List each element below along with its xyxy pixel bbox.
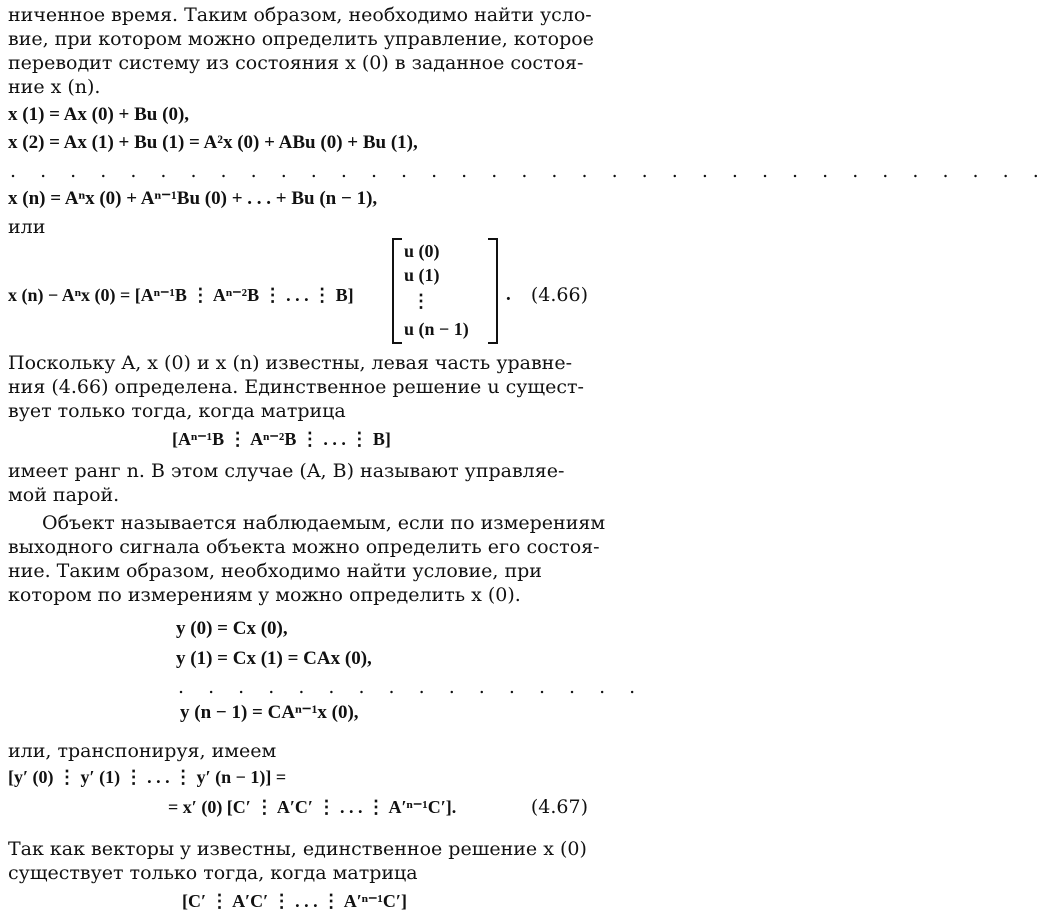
vector-un-1: u (n − 1) [404,319,469,339]
para4-line-1: Объект называется наблюдаемым, если по измерениям [42,512,606,534]
para4-line-3: ние. Таким образом, необходимо найти условие, при [8,560,542,582]
equation-number-4-66: (4.66) [530,284,588,306]
para3-line-1: имеет ранг n. В этом случае (A, B) называют управляе- [8,460,565,482]
observation-yn-1: y (n − 1) = CAⁿ⁻¹x (0), [180,702,359,723]
equation-4-66-lhs: x (n) − Aⁿx (0) = [Aⁿ⁻¹B ⋮ Aⁿ⁻²B ⋮ . . . ⋮ B] [8,285,354,305]
para2-line-1: Поскольку A, x (0) и x (n) известны, левая часть уравне- [8,352,573,374]
text-ili-2: или, транспонируя, имеем [8,740,277,762]
para4-line-2: выходного сигнала объекта можно определить его состоя- [8,536,600,558]
vector-u0: u (0) [404,241,440,261]
observation-y1: y (1) = Cx (1) = CAx (0), [176,648,372,669]
equation-4-67-line-2: = x′ (0) [C′ ⋮ A′C′ ⋮ . . . ⋮ A′ⁿ⁻¹C′]. [168,797,457,817]
para5-line-2: существует только тогда, когда матрица [8,862,418,884]
text-ili-1: или [8,216,46,238]
controllability-matrix: [Aⁿ⁻¹B ⋮ Aⁿ⁻²B ⋮ . . . ⋮ B] [172,429,391,449]
intro-line-4: ние x (n). [8,76,101,98]
para3-line-2: мой парой. [8,484,120,506]
vector-vdots: ⋮ [412,291,430,311]
equation-x1: x (1) = Ax (0) + Bu (0), [8,104,190,125]
equation-4-66-period: . [506,284,511,305]
vector-right-bracket [488,238,498,344]
observation-y0: y (0) = Cx (0), [176,618,288,639]
equation-dots-row: . . . . . . . . . . . . . . . . . . . . . . . . . . . . . . . . . . . [10,160,1048,182]
vector-left-bracket [392,238,402,344]
equation-4-67-line-1: [y′ (0) ⋮ y′ (1) ⋮ . . . ⋮ y′ (n − 1)] = [8,767,287,787]
para2-line-3: вует только тогда, когда матрица [8,400,346,422]
intro-line-2: вие, при котором можно определить управление, которое [8,28,594,50]
equation-xn: x (n) = Aⁿx (0) + Aⁿ⁻¹Bu (0) + . . . + Bu (n − 1), [8,188,378,209]
intro-line-3: переводит систему из состояния x (0) в заданное состоя- [8,52,584,74]
vector-u1: u (1) [404,265,440,285]
observability-matrix: [C′ ⋮ A′C′ ⋮ . . . ⋮ A′ⁿ⁻¹C′] [182,891,407,911]
equation-number-4-67: (4.67) [530,796,588,818]
equation-x2: x (2) = Ax (1) + Bu (1) = A²x (0) + ABu (0) + Bu (1), [8,132,418,153]
para2-line-2: ния (4.66) определена. Единственное решение u сущест- [8,376,584,398]
para5-line-1: Так как векторы y известны, единственное решение x (0) [8,838,587,860]
para4-line-4: котором по измерениям y можно определить x (0). [8,584,521,606]
intro-line-1: ниченное время. Таким образом, необходимо найти усло- [8,4,592,26]
observation-dots-row: . . . . . . . . . . . . . . . . [178,676,645,698]
